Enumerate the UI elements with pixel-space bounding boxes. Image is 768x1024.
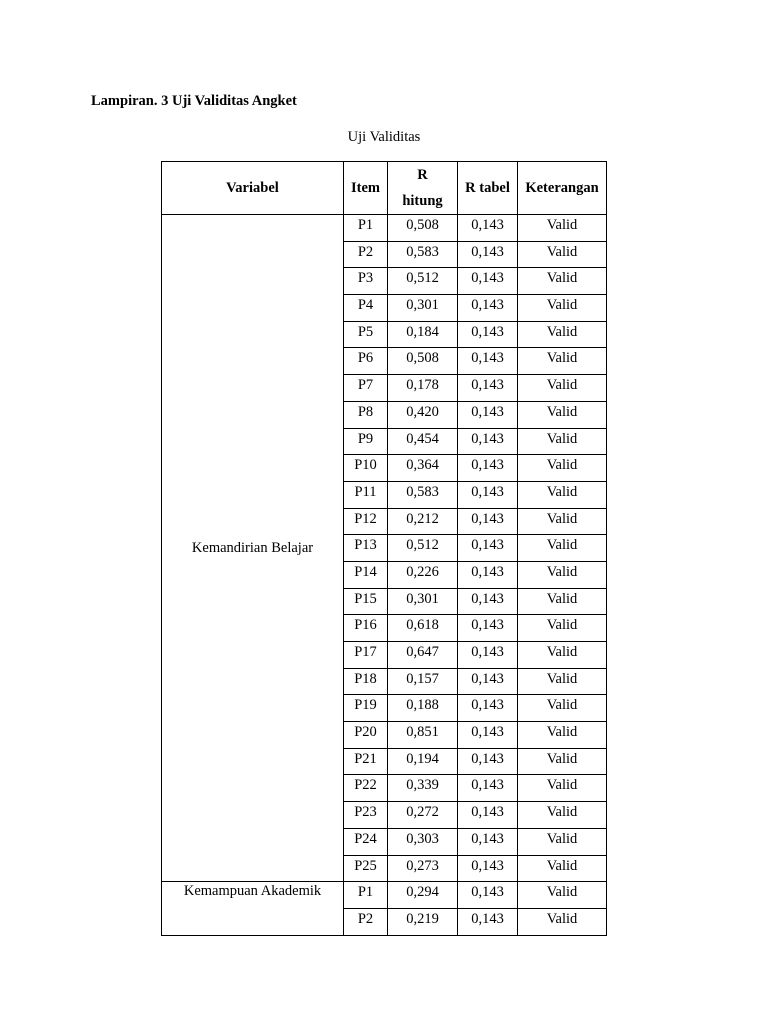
r-hitung-cell: 0,301 [388, 295, 458, 322]
item-cell: P21 [344, 748, 388, 775]
header-r-hitung [388, 162, 458, 215]
r-tabel-cell: 0,143 [458, 215, 518, 242]
r-hitung-cell: 0,364 [388, 455, 458, 482]
r-hitung-cell: 0,303 [388, 828, 458, 855]
r-tabel-cell: 0,143 [458, 241, 518, 268]
r-tabel-cell: 0,143 [458, 561, 518, 588]
variable-group-cell: Kemandirian Belajar [162, 215, 344, 882]
item-cell: P7 [344, 375, 388, 402]
keterangan-cell: Valid [518, 268, 607, 295]
item-cell: P2 [344, 908, 388, 935]
item-cell: P14 [344, 561, 388, 588]
header-r-hitung-line2: hitung [402, 193, 443, 209]
header-item: Item [344, 162, 388, 215]
table-header-row [162, 162, 607, 215]
item-cell: P9 [344, 428, 388, 455]
item-cell: P23 [344, 802, 388, 829]
keterangan-cell: Valid [518, 481, 607, 508]
item-cell: P13 [344, 535, 388, 562]
r-tabel-cell: 0,143 [458, 348, 518, 375]
r-tabel-cell: 0,143 [458, 401, 518, 428]
r-hitung-cell: 0,301 [388, 588, 458, 615]
keterangan-cell: Valid [518, 588, 607, 615]
r-hitung-cell: 0,647 [388, 642, 458, 669]
table-caption: Uji Validitas [347, 129, 421, 145]
item-cell: P1 [344, 215, 388, 242]
r-hitung-cell: 0,188 [388, 695, 458, 722]
header-keterangan: Keterangan [518, 162, 607, 215]
r-hitung-cell: 0,583 [388, 481, 458, 508]
keterangan-cell: Valid [518, 695, 607, 722]
item-cell: P16 [344, 615, 388, 642]
r-tabel-cell: 0,143 [458, 668, 518, 695]
r-tabel-cell: 0,143 [458, 588, 518, 615]
keterangan-cell: Valid [518, 321, 607, 348]
item-cell: P18 [344, 668, 388, 695]
variable-group-cell: Kemampuan Akademik [162, 882, 344, 935]
item-cell: P4 [344, 295, 388, 322]
r-tabel-cell: 0,143 [458, 775, 518, 802]
item-cell: P19 [344, 695, 388, 722]
r-tabel-cell: 0,143 [458, 882, 518, 909]
keterangan-cell: Valid [518, 561, 607, 588]
r-tabel-cell: 0,143 [458, 295, 518, 322]
table-row [162, 882, 607, 909]
r-tabel-cell: 0,143 [458, 375, 518, 402]
r-hitung-cell: 0,294 [388, 882, 458, 909]
header-variabel: Variabel [162, 162, 344, 215]
keterangan-cell: Valid [518, 908, 607, 935]
r-hitung-cell: 0,212 [388, 508, 458, 535]
keterangan-cell: Valid [518, 375, 607, 402]
item-cell: P20 [344, 722, 388, 749]
keterangan-cell: Valid [518, 241, 607, 268]
r-hitung-cell: 0,219 [388, 908, 458, 935]
r-hitung-cell: 0,454 [388, 428, 458, 455]
keterangan-cell: Valid [518, 802, 607, 829]
r-hitung-cell: 0,618 [388, 615, 458, 642]
r-tabel-cell: 0,143 [458, 722, 518, 749]
keterangan-cell: Valid [518, 428, 607, 455]
item-cell: P5 [344, 321, 388, 348]
page-heading: Lampiran. 3 Uji Validitas Angket [91, 93, 297, 109]
item-cell: P24 [344, 828, 388, 855]
r-tabel-cell: 0,143 [458, 535, 518, 562]
keterangan-cell: Valid [518, 722, 607, 749]
item-cell: P10 [344, 455, 388, 482]
item-cell: P6 [344, 348, 388, 375]
item-cell: P1 [344, 882, 388, 909]
header-r-tabel: R tabel [458, 162, 518, 215]
r-tabel-cell: 0,143 [458, 615, 518, 642]
table-row [162, 215, 607, 242]
item-cell: P15 [344, 588, 388, 615]
item-cell: P8 [344, 401, 388, 428]
keterangan-cell: Valid [518, 535, 607, 562]
r-hitung-cell: 0,851 [388, 722, 458, 749]
r-hitung-cell: 0,512 [388, 268, 458, 295]
header-r-hitung-line1: R [417, 167, 428, 183]
r-hitung-cell: 0,226 [388, 561, 458, 588]
keterangan-cell: Valid [518, 882, 607, 909]
r-tabel-cell: 0,143 [458, 321, 518, 348]
r-hitung-cell: 0,178 [388, 375, 458, 402]
r-tabel-cell: 0,143 [458, 695, 518, 722]
item-cell: P12 [344, 508, 388, 535]
keterangan-cell: Valid [518, 455, 607, 482]
keterangan-cell: Valid [518, 855, 607, 882]
r-hitung-cell: 0,157 [388, 668, 458, 695]
r-hitung-cell: 0,272 [388, 802, 458, 829]
keterangan-cell: Valid [518, 295, 607, 322]
keterangan-cell: Valid [518, 748, 607, 775]
keterangan-cell: Valid [518, 215, 607, 242]
r-tabel-cell: 0,143 [458, 508, 518, 535]
r-tabel-cell: 0,143 [458, 828, 518, 855]
r-tabel-cell: 0,143 [458, 455, 518, 482]
keterangan-cell: Valid [518, 775, 607, 802]
keterangan-cell: Valid [518, 508, 607, 535]
r-hitung-cell: 0,273 [388, 855, 458, 882]
r-hitung-cell: 0,339 [388, 775, 458, 802]
r-hitung-cell: 0,194 [388, 748, 458, 775]
table-body [162, 215, 607, 936]
item-cell: P25 [344, 855, 388, 882]
r-hitung-cell: 0,420 [388, 401, 458, 428]
r-hitung-cell: 0,184 [388, 321, 458, 348]
r-tabel-cell: 0,143 [458, 908, 518, 935]
keterangan-cell: Valid [518, 348, 607, 375]
r-tabel-cell: 0,143 [458, 855, 518, 882]
keterangan-cell: Valid [518, 642, 607, 669]
keterangan-cell: Valid [518, 401, 607, 428]
r-hitung-cell: 0,583 [388, 241, 458, 268]
validity-table [161, 161, 607, 936]
keterangan-cell: Valid [518, 615, 607, 642]
r-tabel-cell: 0,143 [458, 428, 518, 455]
r-tabel-cell: 0,143 [458, 802, 518, 829]
item-cell: P22 [344, 775, 388, 802]
r-tabel-cell: 0,143 [458, 481, 518, 508]
item-cell: P17 [344, 642, 388, 669]
item-cell: P11 [344, 481, 388, 508]
r-tabel-cell: 0,143 [458, 748, 518, 775]
item-cell: P2 [344, 241, 388, 268]
r-hitung-cell: 0,508 [388, 348, 458, 375]
r-tabel-cell: 0,143 [458, 268, 518, 295]
item-cell: P3 [344, 268, 388, 295]
keterangan-cell: Valid [518, 828, 607, 855]
r-hitung-cell: 0,512 [388, 535, 458, 562]
r-tabel-cell: 0,143 [458, 642, 518, 669]
r-hitung-cell: 0,508 [388, 215, 458, 242]
keterangan-cell: Valid [518, 668, 607, 695]
